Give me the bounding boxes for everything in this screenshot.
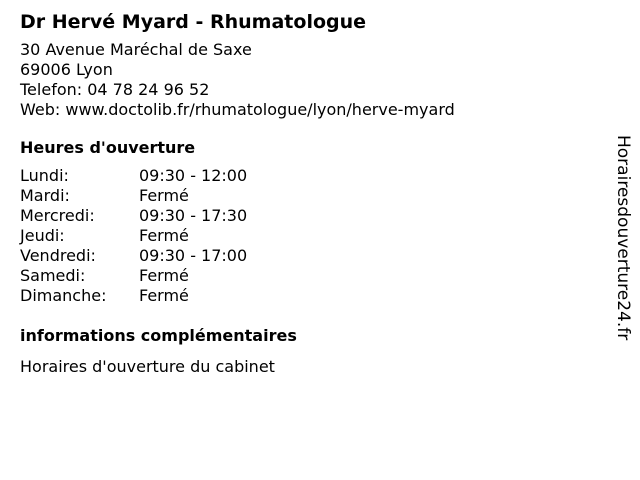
day-label: Vendredi: — [20, 246, 96, 265]
hours-row-wednesday — [20, 206, 600, 226]
time-value: Fermé — [139, 266, 189, 285]
site-watermark: Horairesdouverture24.fr — [613, 135, 633, 341]
time-value: Fermé — [139, 226, 189, 245]
day-label: Mardi: — [20, 186, 70, 205]
address-line1: 30 Avenue Maréchal de Saxe — [20, 40, 252, 59]
hours-row-tuesday — [20, 186, 600, 206]
day-label: Jeudi: — [20, 226, 65, 245]
hours-row-thursday — [20, 226, 600, 246]
time-value: 09:30 - 17:00 — [139, 246, 248, 265]
doctor-name: Dr Hervé Myard - Rhumatologue — [20, 11, 367, 33]
time-value: Fermé — [139, 286, 189, 305]
time-value: 09:30 - 12:00 — [139, 166, 248, 185]
hours-row-sunday — [20, 286, 600, 306]
time-value: Fermé — [139, 186, 189, 205]
phone-line: Telefon: 04 78 24 96 52 — [20, 80, 210, 99]
doctor-card — [20, 10, 600, 377]
hours-table — [20, 166, 600, 306]
day-label: Mercredi: — [20, 206, 95, 225]
day-label: Samedi: — [20, 266, 86, 285]
hours-row-monday — [20, 166, 600, 186]
hours-row-saturday — [20, 266, 600, 286]
hours-row-friday — [20, 246, 600, 266]
info-text: Horaires d'ouverture du cabinet — [20, 357, 275, 376]
time-value: 09:30 - 17:30 — [139, 206, 248, 225]
web-line: Web: www.doctolib.fr/rhumatologue/lyon/herve-myard — [20, 100, 455, 119]
day-label: Dimanche: — [20, 286, 107, 305]
address-line2: 69006 Lyon — [20, 60, 113, 79]
day-label: Lundi: — [20, 166, 69, 185]
info-heading: informations complémentaires — [20, 326, 297, 345]
hours-heading: Heures d'ouverture — [20, 138, 196, 157]
